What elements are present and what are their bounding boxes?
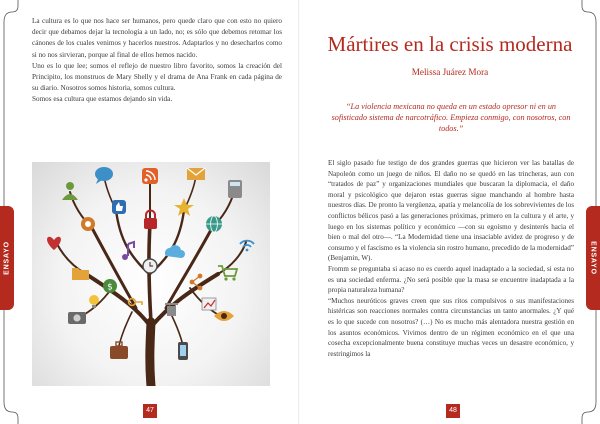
- globe-icon: [206, 216, 222, 232]
- dollar-icon: [103, 279, 117, 293]
- bulb-icon: [89, 295, 99, 308]
- phone-icon: [178, 342, 188, 360]
- camera-icon: [68, 312, 86, 324]
- gear-icon: [81, 217, 95, 231]
- tree-graphic: [32, 162, 270, 386]
- left-paragraph: Uno es lo que lee; somos el reflejo de nuestro libro favorito, somos la creación del Principito, los monstruos de Mary Shelly y el drama de Ana Frank en cada página de su diario. Nosotros somos historia, somos cultura.: [32, 61, 282, 93]
- page-number-left: 47: [143, 404, 157, 418]
- article-author: Melissa Juárez Mora: [411, 67, 489, 77]
- key-icon: [129, 299, 142, 306]
- person-icon: [62, 182, 78, 200]
- thumbs-up-icon: [112, 200, 126, 214]
- section-tab-left: [0, 206, 14, 310]
- cloud-icon: [165, 245, 185, 258]
- mail-icon: [187, 168, 205, 180]
- body-paragraph: “Muchos neuróticos graves creen que sus ritos compulsivos o sus manifestaciones histéricas son reacciones normales contra circunstancias un tanto anormales. ¿Y qué es lo que sucede con nosotros? (…) No es mucho más alentadora nuestra gestión en los asuntos económicos. Vivimos dentro de un régimen económico en el que una cosecha excepcionalmente buena constituye muchas veces un desastre económico, y restringimos la: [328, 296, 574, 358]
- section-tab-right: [586, 206, 600, 310]
- eye-icon: [214, 311, 234, 321]
- chat-bubble-icon: [95, 167, 113, 184]
- article-body: [328, 158, 574, 359]
- graph-icon: [202, 298, 216, 310]
- body-paragraph: Fromm se preguntaba si acaso no es cuerdo aquel inadaptado a la sociedad, si esta no es una sociedad enferma. ¿No será posible que la masa se encuentre inadaptada a la propia naturaleza humana?: [328, 264, 574, 295]
- rss-icon: [142, 168, 158, 184]
- article-title: Mártires en la crisis moderna: [327, 32, 573, 56]
- calculator-icon: [228, 180, 242, 198]
- article-epigraph: “La violencia mexicana no queda en un estado opresor ni en un sofisticado sistema de narcotráfico. Empieza conmigo, con nosotros, con todos.”: [331, 102, 571, 133]
- body-paragraph: El siglo pasado fue testigo de dos grandes guerras que hicieron ver las batallas de Napoleón como un juego de niños. El daño no se quedó en las trincheras, aun con “tratados de paz” y organizaciones mundiales que buscaran la diplomacia, el daño moral y psicológico que dejaron estas guerras sigue manchando al hombre hasta nuestros días. De pronto la vergüenza, apatía y melancolía de los sobrevivientes de los conflictos bélicos pasó a las generaciones próximas, primero en la cultura y el arte, y luego en los sistemas político y económico —con su egoísmo y desinterés hacia el bien o mal del otro—. “La Modernidad tiene una insaciable avidez de progreso y de consumo y el fascismo es la violencia sin rostro humano, precedido de la modernidad” (Benjamin, W).: [328, 159, 574, 263]
- clock-icon: [143, 259, 157, 273]
- section-tab-label: ENSAYO: [589, 241, 597, 275]
- page-number-right: 48: [446, 404, 460, 418]
- svg-text:$: $: [107, 282, 113, 293]
- left-page-text: [32, 16, 282, 106]
- social-media-tree-illustration: [32, 162, 270, 386]
- left-paragraph: La cultura es lo que nos hace ser humanos, pero quede claro que con esto no quiero decir que debamos dejar la tecnología a un lado, no; es sólo que debemos retomar los cánones de los cuales venimos y hacerlos nuestros. Adaptarlos y no desecharlos como si no nos sirvieran, porque al final de ellos hemos nacido.: [32, 17, 282, 59]
- right-page: [300, 0, 600, 424]
- section-tab-label: ENSAYO: [3, 241, 11, 275]
- left-paragraph: Somos esa cultura que estamos dejando sin vida.: [32, 95, 173, 104]
- music-icon: [122, 242, 134, 260]
